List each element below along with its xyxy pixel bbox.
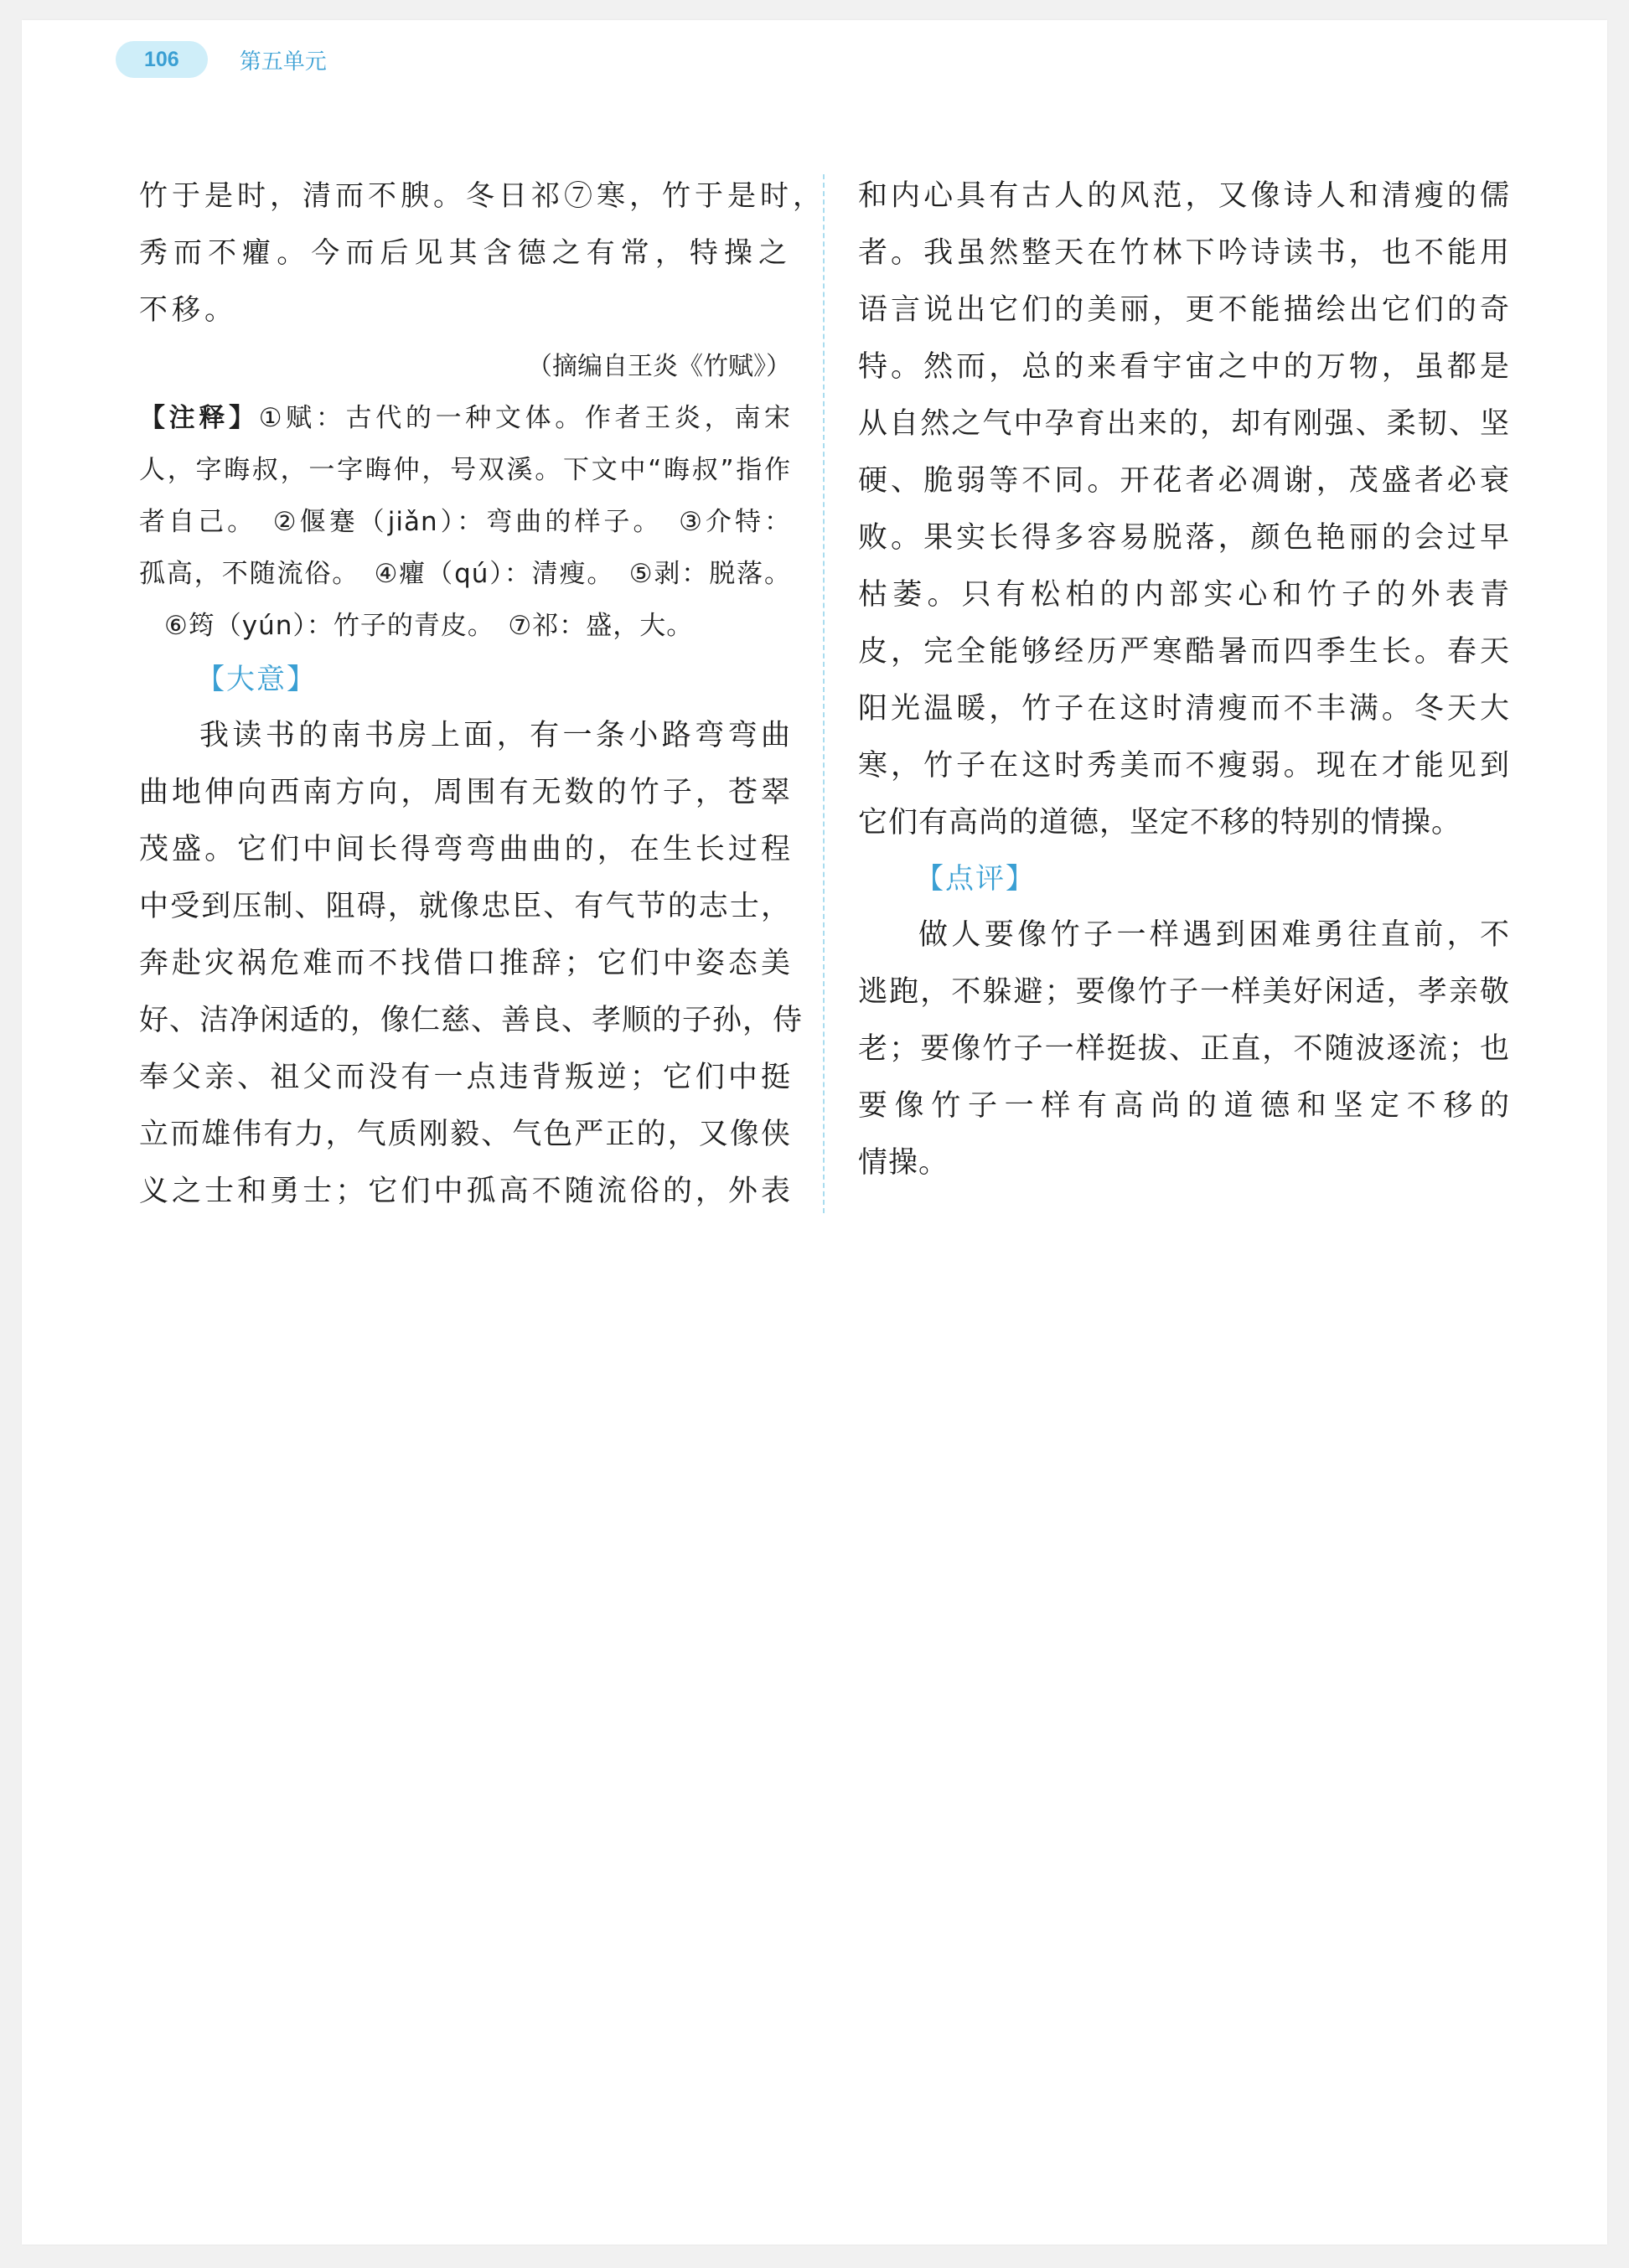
- note-line: 孤高，不随流俗。 ④癯（qú）：清瘦。 ⑤剥：脱落。: [139, 559, 791, 589]
- dianping-line: 要像竹子一样有高尚的道德和坚定不移的: [858, 1089, 1510, 1123]
- dayi-line: 曲地伸向西南方向，周围有无数的竹子，苍翠: [139, 776, 791, 809]
- right-column: [858, 168, 1510, 1191]
- dayi-line: 皮，完全能够经历严寒酷暑而四季生长。春天: [858, 635, 1510, 669]
- dayi-line: 寒，竹子在这时秀美而不瘦弱。现在才能见到: [858, 749, 1510, 783]
- dayi-line: 和内心具有古人的风范，又像诗人和清瘦的儒: [858, 179, 1510, 213]
- dianping-line: 老；要像竹子一样挺拔、正直，不随波逐流；也: [858, 1032, 1510, 1066]
- dayi-line: 好、洁净闲适的，像仁慈、善良、孝顺的子孙，侍: [139, 1004, 804, 1037]
- page-header: [116, 40, 327, 79]
- dianping-line: 逃跑，不躲避；要像竹子一样美好闲适，孝亲敬: [858, 975, 1510, 1009]
- dianping-line: 情操。: [858, 1146, 949, 1180]
- dayi-line: 枯萎。只有松柏的内部实心和竹子的外表青: [858, 578, 1510, 612]
- poem-line: 竹于是时，清而不腴。冬日祁⑦寒，竹于是时，: [139, 179, 825, 213]
- dayi-line: 败。果实长得多容易脱落，颜色艳丽的会过早: [858, 521, 1510, 555]
- left-column: [139, 168, 825, 1220]
- note-text: ①赋：古代的一种文体。作者王炎，南宋: [258, 403, 792, 433]
- dayi-paragraph: [139, 707, 804, 1220]
- dianping-paragraph: [858, 907, 1510, 1191]
- dayi-line: 我读书的南书房上面，有一条小路弯弯曲: [199, 719, 791, 752]
- poem-line: 不移。: [139, 293, 237, 327]
- notes-label: 【注释】: [139, 403, 259, 433]
- dianping-line: 做人要像竹子一样遇到困难勇往直前，不: [918, 918, 1510, 952]
- dayi-line: 从自然之气中孕育出来的，却有刚强、柔韧、坚: [858, 407, 1510, 441]
- note-line-first: [139, 392, 791, 444]
- dianping-heading: 【点评】: [915, 862, 1036, 896]
- dayi-paragraph-continued: [858, 168, 1510, 851]
- dayi-line: 特。然而，总的来看宇宙之中的万物，虽都是: [858, 350, 1510, 384]
- note-line: 人，字晦叔，一字晦仲，号双溪。下文中“晦叔”指作: [139, 455, 791, 485]
- dayi-line: 奔赴灾祸危难而不找借口推辞；它们中姿态美: [139, 947, 791, 980]
- dayi-line: 立而雄伟有力，气质刚毅、气色严正的，又像侠: [139, 1118, 791, 1151]
- unit-title: 第五单元: [239, 49, 327, 75]
- source-attribution: （摘编自王炎《竹赋》）: [527, 352, 791, 381]
- dayi-line: 茂盛。它们中间长得弯弯曲曲的，在生长过程: [139, 833, 791, 866]
- poem-line: 秀而不癯。今而后见其含德之有常，特操之: [139, 236, 791, 270]
- poem-excerpt: [139, 168, 825, 338]
- dayi-line: 它们有高尚的道德，坚定不移的特别的情操。: [858, 806, 1462, 840]
- dayi-line: 中受到压制、阻碍，就像忠臣、有气节的志士，: [139, 890, 791, 923]
- dayi-line: 硬、脆弱等不同。开花者必凋谢，茂盛者必衰: [858, 464, 1510, 498]
- dayi-line: 奉父亲、祖父而没有一点违背叛逆；它们中挺: [139, 1061, 791, 1094]
- dayi-line: 阳光温暖，竹子在这时清瘦而不丰满。冬天大: [858, 692, 1510, 726]
- note-line: ⑥筠（yún）：竹子的青皮。 ⑦祁：盛，大。: [164, 611, 694, 641]
- dayi-line: 义之士和勇士；它们中孤高不随流俗的，外表: [139, 1175, 791, 1208]
- page-number-badge: 106: [116, 41, 208, 78]
- column-divider: [823, 174, 825, 1213]
- notes-block: [139, 392, 791, 652]
- note-line: 者自己。 ②偃蹇（jiǎn）：弯曲的样子。 ③介特：: [139, 507, 791, 537]
- dayi-heading: 【大意】: [196, 663, 317, 696]
- dayi-line: 者。我虽然整天在竹林下吟诗读书，也不能用: [858, 236, 1510, 270]
- dayi-line: 语言说出它们的美丽，更不能描绘出它们的奇: [858, 293, 1510, 327]
